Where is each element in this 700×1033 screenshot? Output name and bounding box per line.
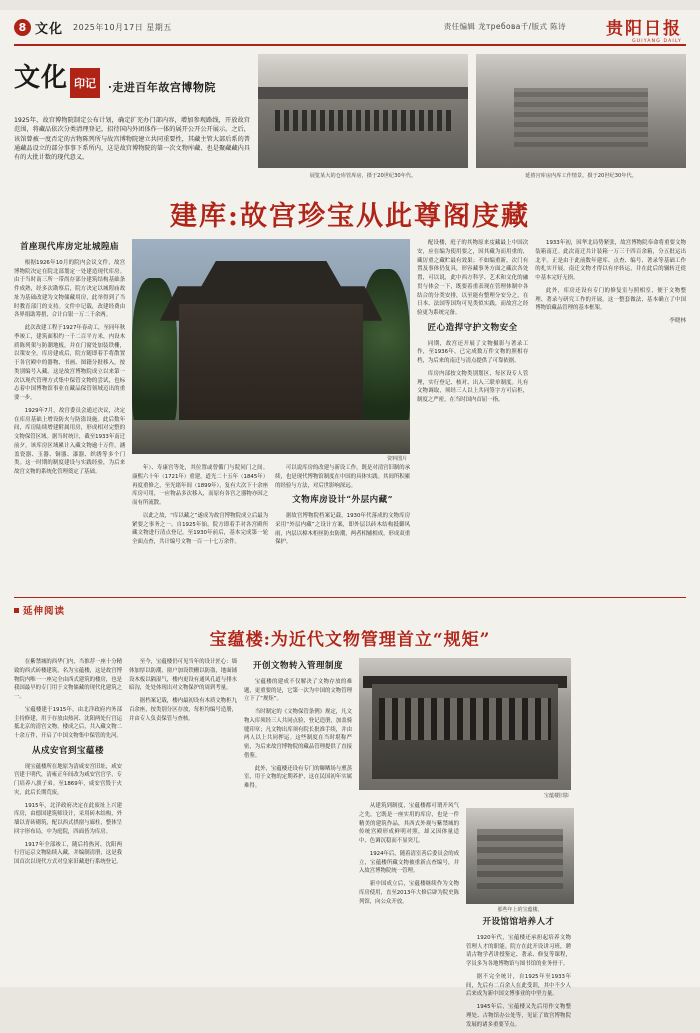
paragraph: 1933年初，因华北局势紧张，故宫博物院奉命将重要文物装箱南迁。此次南迁共计装箱一万三千四百余箱，分五批运出北平。正是由于此前数年建库、点查、编号、著录等基础工作的扎实开展，南迁文物才得以有序转运，并在此后的辗转迁徙中基本完好无损。 [535,240,686,281]
article-byline: 李晓林 [669,318,686,324]
paragraph: 1915年，北洋政府决定在此废址上兴建库房，由德国建筑师设计，采用砖木结构，外墙以青砖砌筑，配以西式拱窗与廊柱，整体呈回字形布局，中为庭院，四面皆为库房。 [14,802,122,835]
paragraph: 此外，库房还设有专门的修复室与照相室，便于文物整理、著录与研究工作的开展。这一整套做法，基本确立了中国博物馆藏品管理的基本框架。 [535,287,686,312]
paper-name-cn: 贵阳日报 [606,19,682,39]
photo-tree-left [132,278,176,433]
paragraph: 在紫禁城的西华门内，当推荐一座十分精致的西式砖楼建筑，名为宝蕴楼，这是故宫博物院内唯一一座完全由西式建筑的楼房，也是我国最早的专门用于文物储藏的现代化建筑之一。 [14,659,122,700]
masthead [14,10,686,46]
paragraph: 此外，宝蕴楼还设有专门的曝晒场与熏蒸室，用于文物的定期养护，这在民国初年实属难得。 [244,765,352,790]
ext-column-photo-and-text [359,658,571,1028]
article-column-2 [132,239,410,587]
photo-interior [476,54,686,168]
paragraph: 1929年7月，故宫委员会通过决议，决定在库房基础上增设防火与防盗设施。此后数年间，库房陆续增建附属用房，形成相对完整的文物保管区域。据当时统计，截至1933年南迁前夕，该库房区域累计入藏文物逾十万件，涵盖瓷器、玉器、铜器、漆器、织绣等多个门类。这一时期的制度建设与实践经验，为后来故宫文物的系统化管理奠定了基础。 [14,407,126,476]
ext-column-1-heading: 从戍安官到宝蕴楼 [31,745,104,756]
ext-column-1 [14,658,122,948]
photo-windows [271,110,456,131]
brand-subtitle: ·走进百年故宫博物院 [108,81,216,94]
main-photo-caption: 资料图片 [387,455,408,462]
paragraph: 据不完全统计，自1925年至1933年间，先后有二百余人在此受训，其中不少人后来成为新中国文博事业的中坚力量。 [466,973,571,998]
ext-column-2 [129,658,237,948]
photo-upper-roof [199,261,344,291]
ext-column-3 [244,658,352,948]
column-4-heading: 匠心造捍守护文物安全 [427,322,518,333]
paragraph: 1917年全部竣工，随后将热河、沈阳两行宫运京文物陆续入藏，并编制清册，这是我国首次以现代方式对皇家旧藏进行系统登记。 [14,841,122,866]
paragraph: 库房内部按文物类别划区，每区设专人管理，实行登记、核对、出入三联单制度。凡有文物调取，须经三人以上共同签字方可启柜，制度之严密，在当时国内首屈一指。 [417,370,529,404]
page-title: 建库:故宫珍宝从此尊阁庋藏 [170,201,530,232]
page-number-badge: 8 [14,19,31,36]
ext-column-3-heading: 开设馆馆培养人才 [482,917,555,927]
main-photo [132,239,410,462]
paragraph: 1945年后，宝蕴楼又先后用作文物整理处、古物馆办公处等，见证了故宫博物院发展的诸多重要节点。 [466,1004,571,1028]
paragraph: 宝蕴楼的建成不仅解决了文物存放的难题，更重要的是，它第一次为中国的文物管理立下了“规矩”。 [244,678,352,703]
extended-photo-caption: 宝蕴楼旧影 [543,792,569,799]
ext-column-2-heading: 开创文物转入管理制度 [252,661,343,671]
paper-name-en: GUIYANG DAILY [632,39,682,44]
article-column-1 [14,239,125,587]
paragraph: 根据1926年10月的院内会议文件，故宫博物院决定在院北部划定一处建造现代库房。由于当时南三所一带尚存部分建筑结构基础条件成熟，经多次勘察后，院方决定以城隍庙故址为基础改建为文物储藏用房，此举得到了当时教育部门的支持。文件中记载，改建经费由各界捐助筹措，合计白银一万二千余两。 [14,259,126,319]
brand-char-1: 文化 [14,62,69,93]
photo-facade [372,684,559,779]
paragraph: 新中国成立后，宝蕴楼继续作为文物库房使用，直至2013年大修后辟为院史陈列馆，向公众开放。 [359,881,459,905]
section-title: 文化 [35,21,64,37]
banner-photo-1 [258,54,468,179]
newspaper-page [0,10,700,1028]
issue-date: 2025年10月17日 星期五 [73,22,172,32]
brand-mark [14,54,250,98]
paragraph: 宝蕴楼建于1915年，由北洋政府内务部主持修建，用于存放由热河、沈阳两处行宫运抵北京的清宫文物。楼成之后，共入藏文物二十余万件，开启了中国文物集中保管的先河。 [14,706,122,739]
paragraph: 1920年代，宝蕴楼还承担起培养文物管理人才的职能。院方在此开设讲习班，聘请古物学者讲授鉴定、著录、修复等课程，学员多为各地博物馆与图书馆的业务骨干。 [466,934,571,968]
top-banner [14,54,686,179]
extended-reading-header [14,597,686,617]
paragraph: 据档案记载，楼内最初设有木质文物柜九百余座，按类别分区存放，每柜均编号造册，并由专人负责保管与查核。 [129,698,237,722]
extended-reading-body [14,658,686,1028]
paper-logo [606,14,682,44]
column-3-heading: 文物库房设计“外层内藏” [292,495,393,506]
banner-photo-row [258,54,686,179]
paragraph: 年）、寿康宫等处，其位置或曾循门与院同门之间。康熙六十年（1721年）重建，道光二十五年（1845年）再度重修之，至光绪年间（1899年），复有大次下十余座库房可用，一应物品多次移入，而原有各宫之器物亦因之而有所流散。 [132,465,269,506]
banner-photo-2 [476,54,686,179]
article-column-3 [417,239,528,587]
photo-shelves [477,829,563,889]
paragraph: 从建筑到制度，宝蕴楼都可谓开风气之先。它既是一座实用的库房，也是一件精美的建筑作品，其西式外观与紫禁城的传统宫殿形成鲜明对照，却又因体量适中、色调沉稳而不显突兀。 [359,803,459,844]
ext-column-4 [359,802,459,1033]
main-article [14,239,686,587]
paragraph: 同期，故宫还开展了文物摄影与著录工作，至1936年，已完成数万件文物的照相存档，为后来的南迁与清点提供了可靠依据。 [417,340,529,365]
extended-reading-label: 延伸阅读 [23,606,66,617]
editor-credits: 责任编辑 龙требова千/版式 陈诗 [443,22,566,31]
paragraph: 至今，宝蕴楼仍可见当年的设计匠心：墙体加厚以防潮，窗户加设铁栅以防盗，地面铺设木板以隔湿气，楼内更设有通风孔道与排水暗沟，处处体现出对文物保护的周到考量。 [129,659,237,692]
banner-photo-1-caption: 展览某大的仓库管库房，摄于20世纪30年代。 [309,173,417,179]
banner-brand-block [14,54,250,162]
extended-reading-title: 宝蕴楼:为近代文物管理首立“规矩” [209,630,491,650]
paragraph: 配设楼，庭子的其物原来庋藏最上中国次安，应在编为使用要之，因其藏为而用重的，藏厉重之藏贮最有效果；不如编重新，次门有置及事体仍复具，形容藏事务方面之藏次各处置，可以说，此中西方科学、艺术和文化的融贯与体会一下，既要着重表现在管理体制中各结合的分类安排，以至能有整理分安分之，在日本、法国等国均可见类似实践，而故宫之经验更为系统完备。 [417,240,529,316]
paragraph: 1924年后，随着清室善后委员会的成立，宝蕴楼所藏文物被重新点查编号，并入故宫博物院统一管理。 [359,850,459,875]
paragraph: 以此之故，“库以藏之”遂成为故宫博物院成立后最为紧要之事务之一。自1925年始，院方即着手对各宫殿所藏文物进行清点登记，至1930年前后，基本完成第一轮全面点查，共计编号文物一百一十七万余件。 [132,512,269,545]
ext-column-5 [466,802,571,1033]
seal-icon: 印记 [70,68,100,98]
column-1-heading: 首座现代库房定址城隍庙 [20,242,120,252]
photo-building [258,97,468,168]
paragraph: 据故宫博物院档案记载，1930年代落成的文物库房采用“外层内藏”之设计方案，即外层以砖木结构抵御风雨，内层以樟木柜匣防虫防潮，两者相辅相成，形成双重保护。 [275,513,411,546]
paragraph: 可以说库房的改建与新设工作，既是对清宫旧制的承续，也是现代博物馆制度在中国的具体实践。其间所积累的经验与方法，对后世影响深远。 [275,465,411,489]
banner-intro-text: 1925年，故宫博物院制定公布计划，确定扩充办门部内容，增加参观路线，开放故宫范围，将藏品依次分类清理登记，招待国内外团体作一体的展开公开公开展示。之后，该馆曾被一度否定的古物陈列所与故宫博物院建立共同重要性，其藏主管大部后系的普通藏品设立的部分事事下系所内，这是故宫博物院的第一次文物库藏、也是聚藏藏内具有的大批计数的现代意义。 [14,117,250,162]
paragraph: 当时制定的《文物保管条例》规定，凡文物入库须经三人共同点验，登记造册，加盖骑缝印章；凡文物出库须有院长批准手续，并由两人以上共同押运。这些制度在当时堪称严密，为后来故宫博物院的藏品管理提供了直接借鉴。 [244,709,352,759]
extended-photo-2 [466,808,574,913]
extended-photo [359,658,571,799]
photo-ground [132,420,410,454]
extended-photo-2-caption: 那些年上的宝蕴楼。 [497,906,543,913]
article-column-4 [535,239,686,587]
photo-hall [179,304,363,424]
bullet-square-icon [14,608,19,613]
banner-photo-2-caption: 延禧宫库房内库工作情景。摄于20世纪30年代。 [525,173,637,179]
paragraph: 此次改建工程于1927年春动工，至同年秋季竣工，建筑面积约一千二百平方米，内设木质陈列架与防潮地板，并在门窗处加装铁栅，以策安全。库房建成后，院方随即着手将散置于各宫殿中的器物、书画、图籍分批移入，按类别编号入藏。这是故宫博物院成立以来第一次以现代管理方式集中保管文物的尝试，也标志着中国博物馆事业在藏品保管领域迈出的重要一步。 [14,325,126,402]
paragraph: 现宝蕴楼所在地原为清咸安宫旧址，咸安宫建于明代，清雍正年间改为咸安宫官学，专门培养八旗子弟。至1869年，咸安宫毁于火灾，此后长期荒废。 [14,763,122,796]
